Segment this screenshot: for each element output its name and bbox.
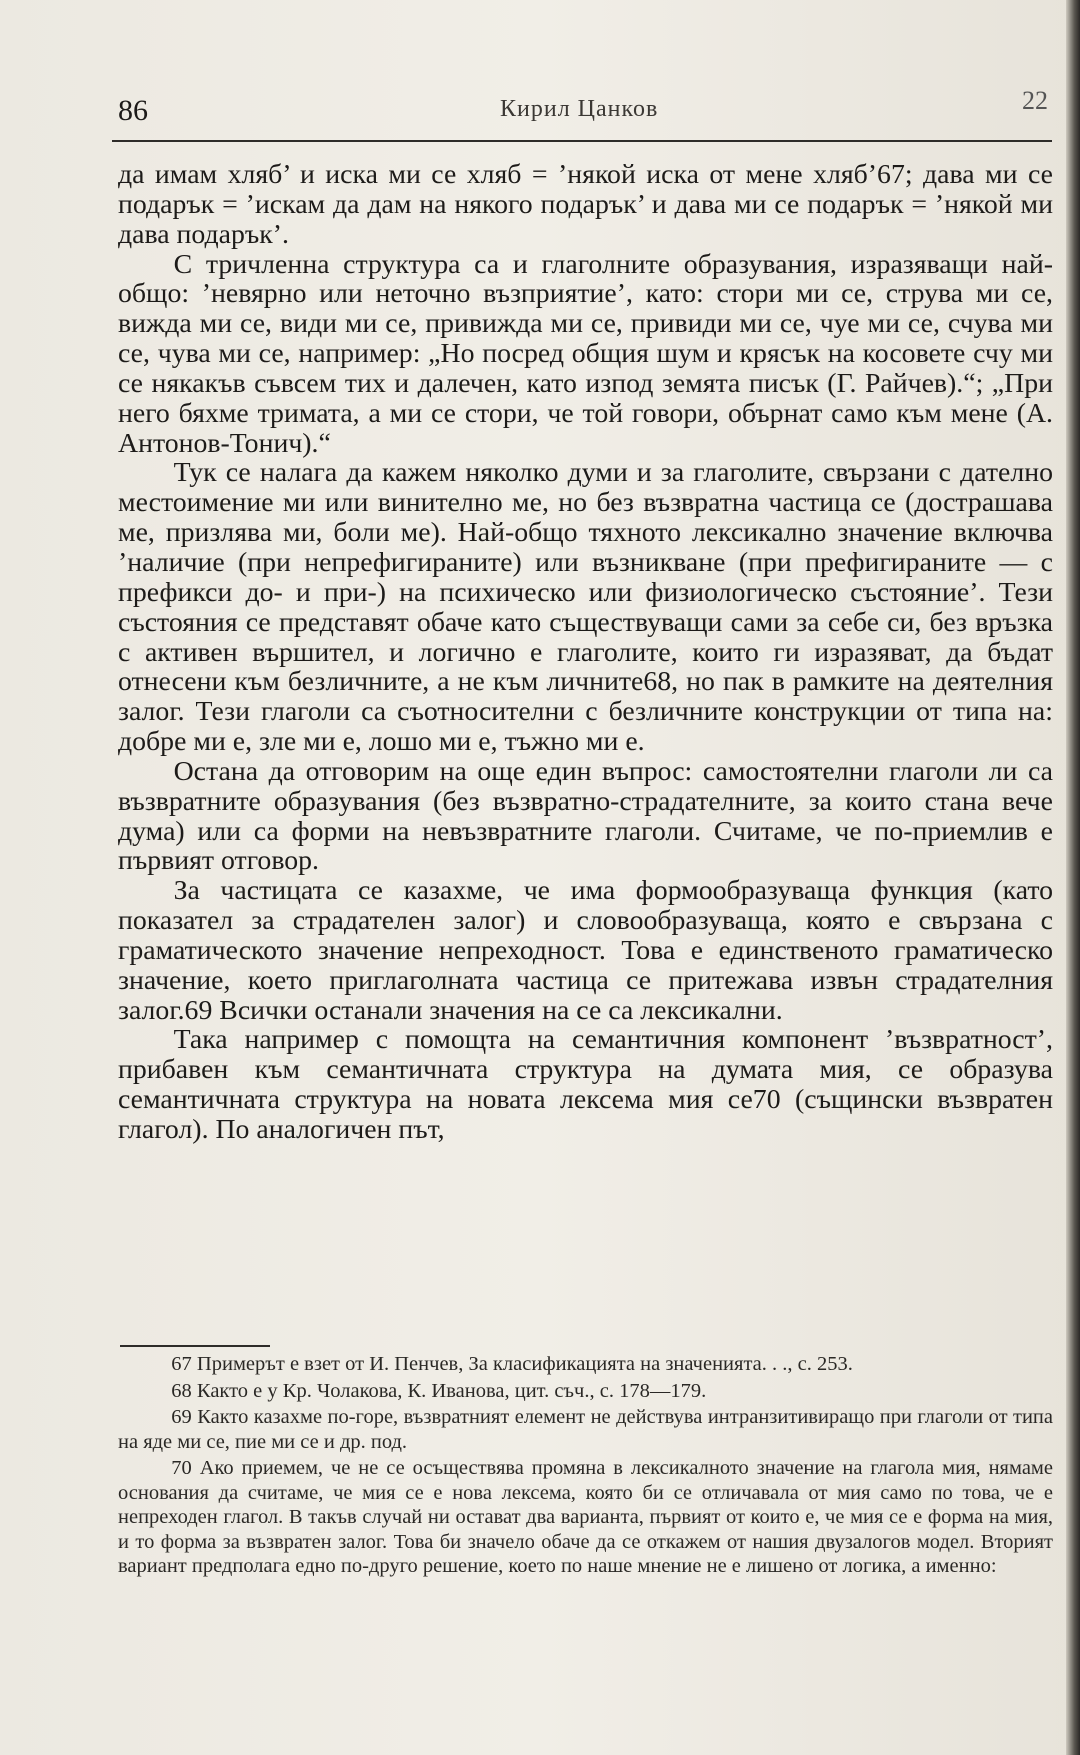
corner-mark: 22: [1022, 86, 1048, 115]
footnote-rule: [120, 1345, 270, 1347]
header-rule: [112, 140, 1052, 142]
footnote: 68 Както е у Кр. Чолакова, К. Иванова, цит. съч., с. 178—179.: [171, 1379, 707, 1402]
page-header: [118, 84, 1048, 134]
footnote: 67 Примерът е взет от И. Пенчев, За класификацията на значенията. . ., с. 253.: [171, 1353, 853, 1375]
paragraph: С тричленна структура са и глаголните образувания, изразяващи най-общо: ’невярно или неточно възприятие’, като: стори ми се, струва ми се, вижда ми се, види ми се, привижда ми се, привиди ми се, чуе ми се, счува ми се, чува ми се, например: „Но посред общия шум и крясък на косовете счу ми се някакъв съвсем тих и далечен, като изпод земята писък (Г. Райчев).“; „При него бяхме тримата, а ми се стори, че той говори, обърнат само към мене (А. Антонов-Тонич).“: [118, 248, 1053, 459]
footnote: 69 Както казахме по-горе, възвратният елемент не действува интранзитивиращо при глаголи от типа на яде ми се, пие ми се и др. под.: [118, 1406, 1053, 1453]
footnotes: [118, 1352, 1053, 1579]
main-text: [118, 160, 1053, 1145]
footnote: 70 Ако приемем, че не се осъществява промяна в лексикалното значение на глагола мия, нямаме основания да считаме, че мия се е нова лексема, която би се отличавала от мия само по това, че е непреходен глагол. В такъв случай ни остават два варианта, първият от които е, че мия се е форма на мия, и то форма за възвратен залог. Това би значело обаче да се откажем от нашия двузалогов модел. Вторият вариант предполага едно по-друго решение, което по наше мнение не е лишено от логика, а именно:: [118, 1457, 1053, 1577]
paragraph: да имам хляб’ и иска ми се хляб = ’някой иска от мене хляб’67; дава ми се подарък = ’искам да дам на някого подарък’ и дава ми се подарък = ’някой ми дава подарък’.: [118, 159, 1053, 250]
page-number: 86: [118, 94, 148, 127]
paragraph: Тук се налага да кажем няколко думи и за глаголите, свързани с дателно местоимение ми или винително ме, но без възвратна частица се (дострашава ме, призлява ми, боли ме). Най-общо тяхното лексикално значение включва ’наличие (при непрефигираните) или възникване (при префигираните — с префикси до- и при-) на психическо или физиологическо състояние’. Тези състояния се представят обаче като съществуващи сами за себе си, без връзка с активен вършител, и логично е глаголите, които ги изразяват, да бъдат отнесени към безличните, а не към личните68, но пак в рамките на деятелния залог. Тези глаголи са съотносителни с безличните конструкции от типа на: добре ми е, зле ми е, лошо ми е, тъжно ми е.: [118, 457, 1053, 758]
book-spine-shadow: [1066, 0, 1080, 1755]
paragraph: Така например с помощта на семантичния компонент ’възвратност’, прибавен към семантичната структура на думата мия, се образува семантичната структура на новата лексема мия се70 (същински възвратен глагол). По аналогичен път,: [118, 1024, 1053, 1145]
paragraph: Остана да отговорим на още един въпрос: самостоятелни глаголи ли са възвратните образувания (без възвратно-страдателните, за които стана вече дума) или са форми на невъзвратните глаголи. Считаме, че по-приемлив е първият отговор.: [118, 755, 1053, 877]
running-title: Кирил Цанков: [500, 96, 659, 122]
paragraph: За частицата се казахме, че има формообразуваща функция (като показател за страдателен залог) и словообразуваща, която е свързана с граматическото значение непреходност. Това е единственото граматическо значение, което приглаголната частица се притежава извън страдателния залог.69 Всички останали значения на се са лексикални.: [118, 875, 1053, 1026]
